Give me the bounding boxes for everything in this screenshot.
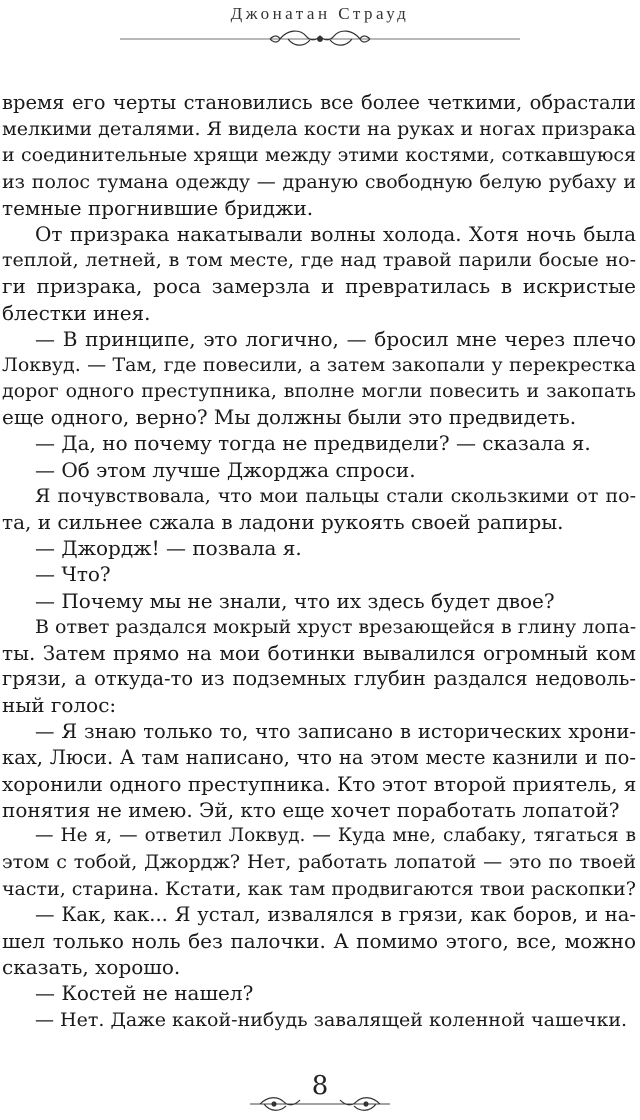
text-line: — Что? [35,562,111,587]
text-line: — Почему мы не знали, что их здесь будет двое? [35,588,555,613]
page-header [0,0,640,56]
page-footer [0,1070,640,1120]
text-line: мелкими деталями. Я видела кости на руках и ногах призрака [2,118,636,141]
running-head-author: Джонатан Страуд [230,4,410,23]
text-line: Локвуд. — Там, где повесили, а затем закопали у перекрестка [2,353,636,376]
text-line: ный голос: [2,693,117,718]
text-line: — Я знаю только то, что записано в исторических хрони- [35,719,636,743]
text-line: из полос тумана одежду — драную свободную белую рубаху и [2,170,636,193]
header-flourish-ornament [120,26,520,52]
text-line: ках, Люси. А там написано, что на этом месте казнили и по- [2,745,636,769]
text-line: блестки инея. [2,300,151,325]
text-line: — Нет. Даже какой-нибудь завалящей коленной чашечки. [35,1008,628,1031]
text-line: дорог одного преступника, вполне могли повесить и закопать [2,380,636,403]
text-line: — Джордж! — позвала я. [35,536,302,561]
text-line: Я почувствовала, что мои пальцы стали скользкими от по- [35,484,636,507]
body-text [2,90,636,1033]
text-line: теплой, летней, в том месте, где над травой парили босые но- [2,249,636,272]
text-line: темные прогнившие бриджи. [2,195,314,220]
text-line: этом с тобой, Джордж? Нет, работать лопатой — это по твоей [2,851,636,874]
text-line: шел только ноль без палочки. А помимо этого, все, можно [2,929,636,953]
text-line: еще одного, верно? Мы должны были это предвидеть. [2,405,577,430]
text-line: От призрака накатывали волны холода. Хотя ночь была [35,221,636,246]
text-line: — В принципе, это логично, — бросил мне через плечо [35,326,636,351]
text-line: — Как, как... Я устал, извалялся в грязи, как боров, и на- [35,902,636,926]
text-line: — Не я, — ответил Локвуд. — Куда мне, слабаку, тягаться в [35,825,636,847]
text-line: та, и сильнее сжала в ладони рукоять своей рапиры. [2,510,564,534]
text-line: хоронили одного преступника. Кто этот второй приятель, я [2,771,637,796]
text-line: ты. Затем прямо на мои ботинки вывалился огромный ком [2,640,636,665]
text-line: понятия не имею. Эй, кто еще хочет поработать лопатой? [2,798,620,823]
text-line: время его черты становились все более четкими, обрастали [2,91,636,114]
text-line: сказать, хорошо. [2,955,181,980]
text-line: — Об этом лучше Джорджа спроси. [35,457,416,482]
text-line: части, старина. Кстати, как там продвигаются твои раскопки? [2,877,636,900]
page-number: 8 [311,1071,329,1101]
text-line: — Костей не нашел? [35,981,254,1006]
text-line: В ответ раздался мокрый хруст врезающейся в глину лопа- [35,615,637,638]
text-line: и соединительные хрящи между этими костями, соткавшуюся [2,144,636,167]
text-line: — Да, но почему тогда не предвидели? — сказала я. [35,431,591,456]
text-line: ги призрака, роса замерзла и превратилась в искристые [2,274,636,299]
text-line: грязи, а откуда-то из подземных глубин раздался недоволь- [2,667,636,691]
